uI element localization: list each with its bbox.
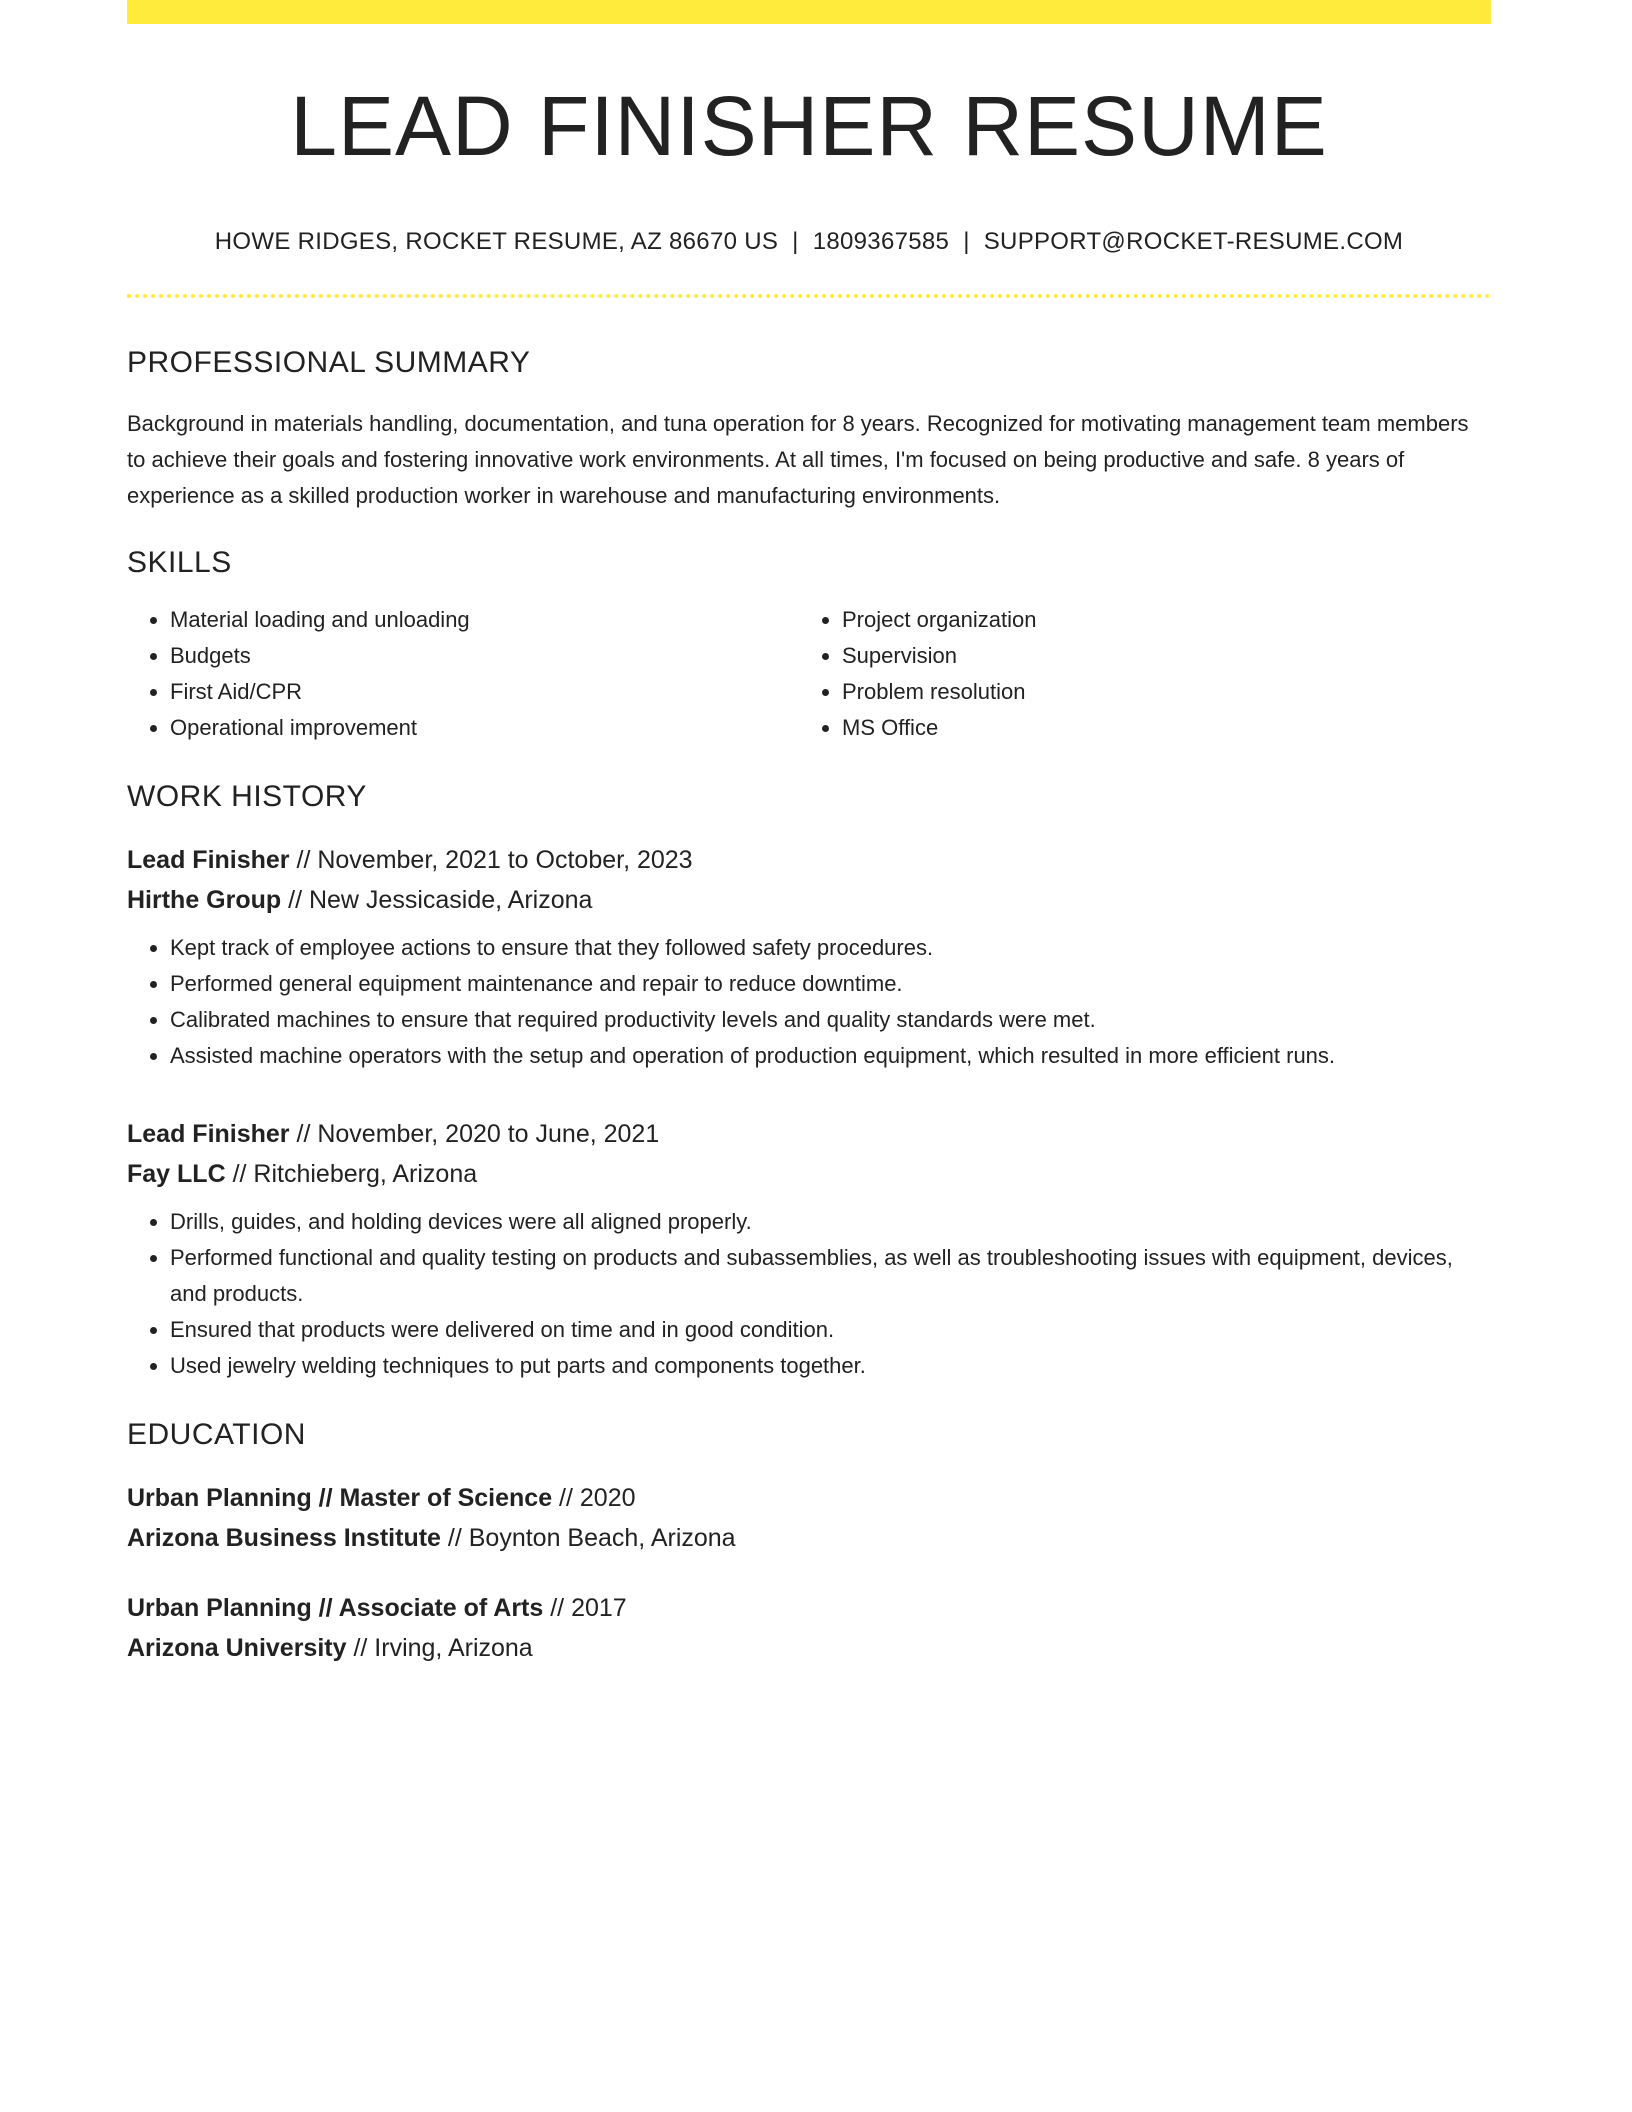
skills-heading: SKILLS	[127, 546, 232, 579]
skill-item: • Supervision	[842, 638, 1471, 674]
job-bullets	[127, 930, 1491, 1074]
school-line	[127, 1628, 1491, 1668]
skills-grid	[127, 602, 1491, 746]
contact-address: HOWE RIDGES, ROCKET RESUME, AZ 86670 US	[214, 228, 779, 255]
job-bullet: • Calibrated machines to ensure that required productivity levels and quality standards were met.	[170, 1002, 1491, 1038]
school: Arizona University	[127, 1634, 347, 1662]
job-location: // New Jessicaside, Arizona	[281, 886, 593, 914]
skill-item: • Problem resolution	[842, 674, 1471, 710]
summary-heading: PROFESSIONAL SUMMARY	[127, 346, 531, 379]
resume-title: LEAD FINISHER RESUME	[290, 79, 1328, 173]
skills-list-left	[127, 602, 799, 746]
school-location: // Boynton Beach, Arizona	[440, 1524, 736, 1552]
skill-item: • First Aid/CPR	[170, 674, 799, 710]
job-title: Lead Finisher	[127, 846, 290, 874]
school-line	[127, 1518, 1491, 1558]
skill-item: • MS Office	[842, 710, 1471, 746]
job-company-line	[127, 1154, 1491, 1194]
job-location: // Ritchieberg, Arizona	[225, 1160, 478, 1188]
skill-item: • Project organization	[842, 602, 1471, 638]
dotted-divider	[127, 294, 1491, 298]
job-dates: // November, 2020 to June, 2021	[289, 1120, 660, 1148]
job-bullet: • Kept track of employee actions to ensure that they followed safety procedures.	[170, 930, 1491, 966]
skill-item: • Material loading and unloading	[170, 602, 799, 638]
job-company: Hirthe Group	[127, 886, 282, 914]
job-bullet: • Used jewelry welding techniques to put parts and components together.	[170, 1348, 1491, 1384]
school-location: // Irving, Arizona	[346, 1634, 533, 1662]
degree-year: // 2017	[543, 1594, 627, 1622]
degree: Urban Planning // Master of Science	[127, 1484, 553, 1512]
job-company-line	[127, 880, 1491, 920]
summary-text: Background in materials handling, documentation, and tuna operation for 8 years. Recognized for motivating management team members to achieve their goals and fostering innovative work environments. At all times, I'm focused on being productive and safe. 8 years of experience as a skilled production worker in warehouse and manufacturing environments.	[127, 411, 1469, 508]
job-bullet: • Assisted machine operators with the setup and operation of production equipment, which resulted in more efficient runs.	[170, 1038, 1491, 1074]
top-accent-bar	[127, 0, 1491, 24]
job-bullet: • Drills, guides, and holding devices were all aligned properly.	[170, 1204, 1491, 1240]
degree-year: // 2020	[552, 1484, 636, 1512]
education-heading: EDUCATION	[127, 1418, 306, 1451]
education-entry	[127, 1478, 1491, 1558]
job-bullets	[127, 1204, 1491, 1384]
school: Arizona Business Institute	[127, 1524, 441, 1552]
job-bullet: • Performed functional and quality testing on products and subassemblies, as well as troubleshooting issues with equipment, devices, and products.	[170, 1240, 1491, 1312]
job-title: Lead Finisher	[127, 1120, 290, 1148]
job-bullet: • Ensured that products were delivered on time and in good condition.	[170, 1312, 1491, 1348]
job-dates: // November, 2021 to October, 2023	[289, 846, 693, 874]
education-entry	[127, 1588, 1491, 1668]
resume-page	[127, 0, 1491, 1668]
skill-item: • Budgets	[170, 638, 799, 674]
job-company: Fay LLC	[127, 1160, 226, 1188]
job-title-line	[127, 1114, 1491, 1154]
contact-line	[127, 230, 1491, 254]
work-history-heading: WORK HISTORY	[127, 780, 367, 813]
contact-separator: |	[963, 228, 970, 255]
contact-phone: 1809367585	[812, 228, 950, 255]
job-entry	[127, 1114, 1491, 1384]
degree: Urban Planning // Associate of Arts	[127, 1594, 544, 1622]
contact-separator: |	[792, 228, 799, 255]
job-entry	[127, 840, 1491, 1074]
skill-item: • Operational improvement	[170, 710, 799, 746]
job-title-line	[127, 840, 1491, 880]
contact-email: SUPPORT@ROCKET-RESUME.COM	[983, 228, 1404, 255]
degree-line	[127, 1588, 1491, 1628]
job-bullet: • Performed general equipment maintenance and repair to reduce downtime.	[170, 966, 1491, 1002]
degree-line	[127, 1478, 1491, 1518]
skills-list-right	[799, 602, 1471, 746]
